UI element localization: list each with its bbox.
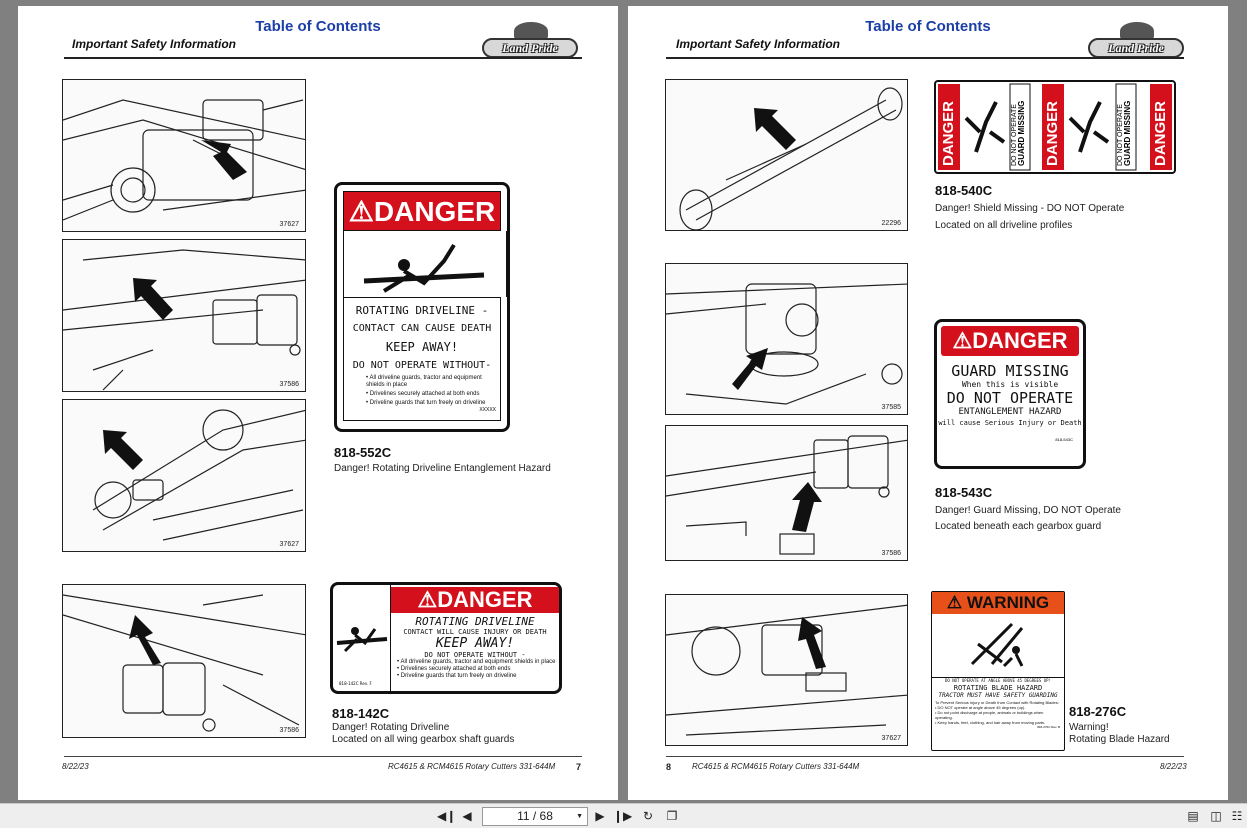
part-description: Danger! Shield Missing - DO NOT Operate Located on all driveline profiles — [935, 203, 1125, 231]
entanglement-pictogram — [343, 231, 507, 297]
svg-text:GUARD MISSING: GUARD MISSING — [1017, 100, 1026, 166]
prev-page-icon[interactable]: ◀ — [462, 809, 472, 823]
next-page-icon[interactable]: ▶ — [595, 809, 605, 823]
warning-triangle-icon: ⚠ — [952, 328, 973, 353]
figure-gearbox — [62, 79, 306, 232]
danger-header: ⚠DANGER — [343, 191, 501, 231]
figure-deck — [665, 594, 908, 746]
header-rule — [666, 57, 1184, 59]
land-pride-logo: Land Pride — [482, 22, 580, 60]
decal-818-142c: 818-142C Rev. F ⚠DANGER ROTATING DRIVELINE CONTACT WILL CAUSE INJURY OR DEATH KEEP AWAY! DO NOT OPERATE WITHOUT - • All driveline guards, tractor and equipment shields in place • Drivelines securely attached at both ends • Driveline guards that turn freely on driveline — [330, 582, 562, 694]
page-indicator: 11 / 68 — [517, 809, 553, 823]
footer-page-number: 8 — [666, 762, 672, 772]
danger-header: ⚠DANGER — [941, 326, 1079, 356]
page-title: Table of Contents — [865, 18, 991, 35]
part-number: 818-540C — [935, 183, 993, 198]
machine-illustration — [63, 400, 306, 552]
chevron-down-icon: ▼ — [576, 813, 583, 820]
part-description: Danger! Guard Missing, DO NOT Operate Located beneath each gearbox guard — [935, 505, 1121, 532]
decal-text-panel: ROTATING DRIVELINE - CONTACT CAN CAUSE DEATH KEEP AWAY! DO NOT OPERATE WITHOUT- • All driveline guards, tractor and equipment shields in place • Drivelines securely attached at both ends • Driveline guards that turn freely on driveline XXXXX — [343, 297, 501, 421]
footer-page-number: 7 — [576, 762, 582, 772]
svg-text:DO NOT OPERATE: DO NOT OPERATE — [1117, 104, 1124, 166]
page-title: Table of Contents — [255, 18, 381, 35]
figure-hitch — [62, 399, 306, 552]
part-number: 818-142C — [332, 706, 390, 721]
machine-illustration — [666, 595, 908, 746]
svg-text:818-142C Rev. F: 818-142C Rev. F — [339, 681, 372, 686]
warning-triangle-icon: ⚠ — [417, 587, 438, 612]
part-number: 818-543C — [935, 485, 993, 500]
footer-doc: RC4615 & RCM4615 Rotary Cutters 331-644M — [692, 762, 860, 771]
svg-text:GUARD MISSING: GUARD MISSING — [1123, 100, 1132, 166]
figure-number: 37627 — [279, 541, 299, 548]
figure-number: 37627 — [881, 735, 901, 742]
figure-wing-gearbox — [62, 584, 306, 738]
figure-driveline — [62, 239, 306, 392]
footer-date: 8/22/23 — [62, 762, 89, 771]
part-description: Warning! Rotating Blade Hazard — [1069, 722, 1170, 745]
warning-triangle-icon: ⚠ — [946, 593, 963, 612]
figure-number: 22296 — [881, 220, 901, 227]
machine-illustration — [666, 426, 908, 561]
figure-number: 37585 — [881, 404, 901, 411]
page-selector[interactable] — [482, 807, 588, 826]
svg-text:DANGER: DANGER — [1152, 100, 1169, 166]
section-title: Important Safety Information — [676, 37, 841, 51]
svg-text:DO NOT OPERATE: DO NOT OPERATE — [1011, 104, 1018, 166]
figure-number: 37627 — [279, 221, 299, 228]
decal-818-276c: ⚠ WARNING DO NOT OPERATE AT ANGLE ABOVE 45 DEGREES UP! ROTATING BLADE HAZARD TRACTOR MUST HAVE SAFETY GUARDING To Prevent Serious Injury or Death from Contact with Rotating Blades: • DO NOT operate at angle above 45 degrees (up). • Do not point discharge at people, animals or buildings when operating. • Keep hands, feet, clothing, and hair away from moving parts. 818-276C Rev. B — [931, 591, 1065, 751]
machine-illustration — [63, 585, 306, 738]
part-number: 818-552C — [334, 445, 392, 460]
decal-818-552c — [334, 182, 510, 432]
footer-rule — [666, 756, 1184, 757]
decal-818-543c: ⚠DANGER GUARD MISSING When this is visible DO NOT OPERATE ENTANGLEMENT HAZARD will cause Serious Injury or Death 818-543C — [934, 319, 1086, 469]
figure-number: 37586 — [279, 727, 299, 734]
machine-illustration — [666, 264, 908, 415]
warning-header: ⚠ WARNING — [932, 592, 1064, 614]
driveline-illustration — [666, 80, 908, 231]
last-page-icon[interactable]: ❙▶ — [613, 809, 633, 823]
single-page-icon[interactable]: ▤ — [1187, 809, 1199, 823]
spread-icon[interactable]: ☷ — [1231, 809, 1243, 823]
warning-triangle-icon: ⚠ — [348, 196, 374, 227]
copy-icon[interactable]: ❐ — [666, 809, 678, 823]
rotate-icon[interactable]: ↻ — [642, 809, 654, 823]
part-number: 818-276C — [1069, 704, 1127, 719]
figure-driveline-decal — [665, 425, 908, 561]
first-page-icon[interactable]: ◀❙ — [437, 809, 457, 823]
svg-text:DANGER: DANGER — [1044, 100, 1061, 166]
page-right — [628, 6, 1228, 800]
land-pride-logo: Land Pride — [1088, 22, 1186, 60]
page-left — [18, 6, 618, 800]
part-description: Danger! Rotating Driveline Entanglement Hazard — [334, 463, 551, 474]
figure-gearbox-guard — [665, 263, 908, 415]
two-page-icon[interactable]: ◫ — [1210, 809, 1222, 823]
viewer-toolbar — [0, 803, 1247, 828]
part-description: Danger! Rotating Driveline Located on all wing gearbox shaft guards — [332, 722, 515, 745]
footer-doc: RC4615 & RCM4615 Rotary Cutters 331-644M — [388, 762, 556, 771]
figure-number: 37586 — [881, 550, 901, 557]
footer-date: 8/22/23 — [1160, 762, 1187, 771]
svg-text:DANGER: DANGER — [940, 100, 957, 166]
footer-rule — [64, 756, 582, 757]
machine-illustration — [63, 240, 306, 392]
rotating-blade-pictogram — [932, 614, 1064, 672]
figure-number: 37586 — [279, 381, 299, 388]
shield-missing-strip — [936, 82, 1174, 172]
decal-818-540c — [934, 80, 1176, 174]
danger-header: ⚠DANGER — [391, 587, 559, 613]
figure-driveline-profile — [665, 79, 908, 231]
machine-illustration — [63, 80, 306, 232]
header-rule — [64, 57, 582, 59]
entanglement-pictogram — [333, 585, 391, 691]
section-title: Important Safety Information — [72, 37, 237, 51]
